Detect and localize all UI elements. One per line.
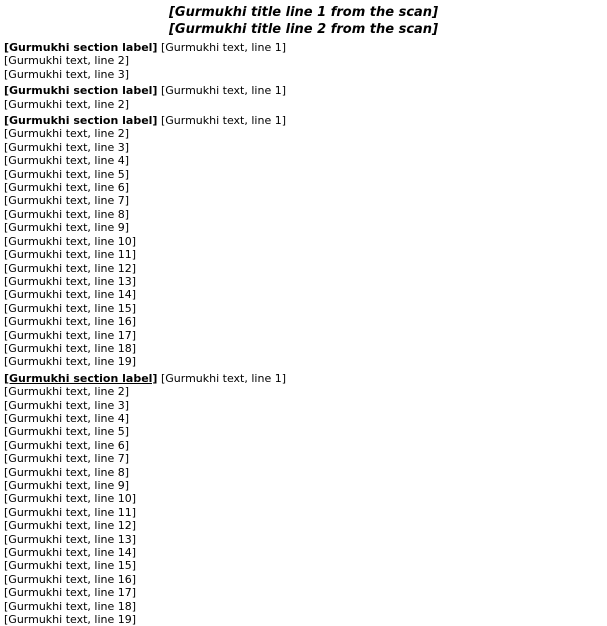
- section-label: [Gurmukhi section label]: [4, 84, 158, 98]
- paragraph-line: [Gurmukhi text, line 16]: [4, 572, 137, 586]
- paragraph-text: [Gurmukhi text, line 1]: [160, 114, 286, 128]
- paragraph-line: [Gurmukhi text, line 17]: [4, 586, 137, 600]
- section-shabad-arth: [4, 41, 603, 81]
- title-line-2: [Gurmukhi title line 2 from the scan]: [168, 22, 439, 37]
- paragraph-line: [Gurmukhi text, line 13]: [4, 274, 137, 288]
- section-label: [Gurmukhi section label]: [4, 114, 158, 128]
- paragraph-line: [Gurmukhi text, line 17]: [4, 328, 137, 342]
- paragraph-line: [Gurmukhi text, line 14]: [4, 288, 137, 302]
- paragraph-line: [Gurmukhi text, line 2]: [4, 97, 130, 111]
- section-label: [Gurmukhi section label]: [4, 371, 158, 385]
- paragraph-line: [Gurmukhi text, line 18]: [4, 341, 137, 355]
- paragraph-line: [Gurmukhi text, line 12]: [4, 519, 137, 533]
- paragraph-line: [4, 41, 603, 54]
- section-label: [Gurmukhi section label]: [4, 41, 158, 54]
- paragraph-line: [Gurmukhi text, line 9]: [4, 479, 130, 492]
- paragraph-line: [Gurmukhi text, line 9]: [4, 221, 130, 235]
- section-pad-arth: [4, 114, 603, 369]
- paragraph-line: [Gurmukhi text, line 3]: [4, 140, 130, 154]
- paragraph-line: [Gurmukhi text, line 19]: [4, 613, 137, 626]
- paragraph-line: [Gurmukhi text, line 4]: [4, 411, 130, 425]
- paragraph-line: [Gurmukhi text, line 4]: [4, 154, 130, 168]
- paragraph-line: [Gurmukhi text, line 2]: [4, 54, 130, 68]
- paragraph-line: [Gurmukhi text, line 12]: [4, 261, 137, 275]
- title-line-1: [Gurmukhi title line 1 from the scan]: [168, 5, 439, 20]
- paragraph-line: [Gurmukhi text, line 6]: [4, 438, 130, 452]
- paragraph-line: [Gurmukhi text, line 8]: [4, 207, 130, 221]
- paragraph-text: [Gurmukhi text, line 1]: [160, 84, 286, 98]
- paragraph-line: [Gurmukhi text, line 7]: [4, 194, 130, 208]
- paragraph-line: [4, 372, 603, 385]
- paragraph-line: [Gurmukhi text, line 18]: [4, 599, 137, 613]
- paragraph-line: [4, 84, 603, 97]
- paragraph-text: [Gurmukhi text, line 1]: [160, 371, 286, 385]
- paragraph-line: [Gurmukhi text, line 10]: [4, 492, 137, 506]
- paragraph-line: [Gurmukhi text, line 3]: [4, 398, 130, 412]
- paragraph-line: [Gurmukhi text, line 5]: [4, 167, 130, 181]
- paragraph-line: [Gurmukhi text, line 13]: [4, 532, 137, 546]
- paragraph-line: [Gurmukhi text, line 8]: [4, 465, 130, 479]
- paragraph-line: [Gurmukhi text, line 16]: [4, 315, 137, 329]
- section-viakhia: [4, 372, 603, 626]
- paragraph-line: [Gurmukhi text, line 7]: [4, 452, 130, 466]
- paragraph-line: [Gurmukhi text, line 14]: [4, 546, 137, 560]
- paragraph-line: [Gurmukhi text, line 15]: [4, 559, 137, 573]
- paragraph-line: [4, 114, 603, 127]
- paragraph-line: [Gurmukhi text, line 10]: [4, 234, 137, 248]
- document-page: [4, 4, 603, 626]
- paragraph-line: [Gurmukhi text, line 3]: [4, 67, 130, 81]
- paragraph-line: [Gurmukhi text, line 15]: [4, 301, 137, 315]
- paragraph-line: [Gurmukhi text, line 2]: [4, 127, 130, 141]
- paragraph-line: [Gurmukhi text, line 11]: [4, 505, 137, 519]
- paragraph-line: [Gurmukhi text, line 19]: [4, 355, 137, 369]
- paragraph-text: [Gurmukhi text, line 1]: [160, 41, 286, 54]
- paragraph-line: [Gurmukhi text, line 5]: [4, 425, 130, 439]
- paragraph-line: [Gurmukhi text, line 11]: [4, 248, 137, 262]
- paragraph-line: [Gurmukhi text, line 2]: [4, 385, 130, 399]
- section-shlokarth: [4, 84, 603, 111]
- paragraph-line: [Gurmukhi text, line 6]: [4, 181, 130, 195]
